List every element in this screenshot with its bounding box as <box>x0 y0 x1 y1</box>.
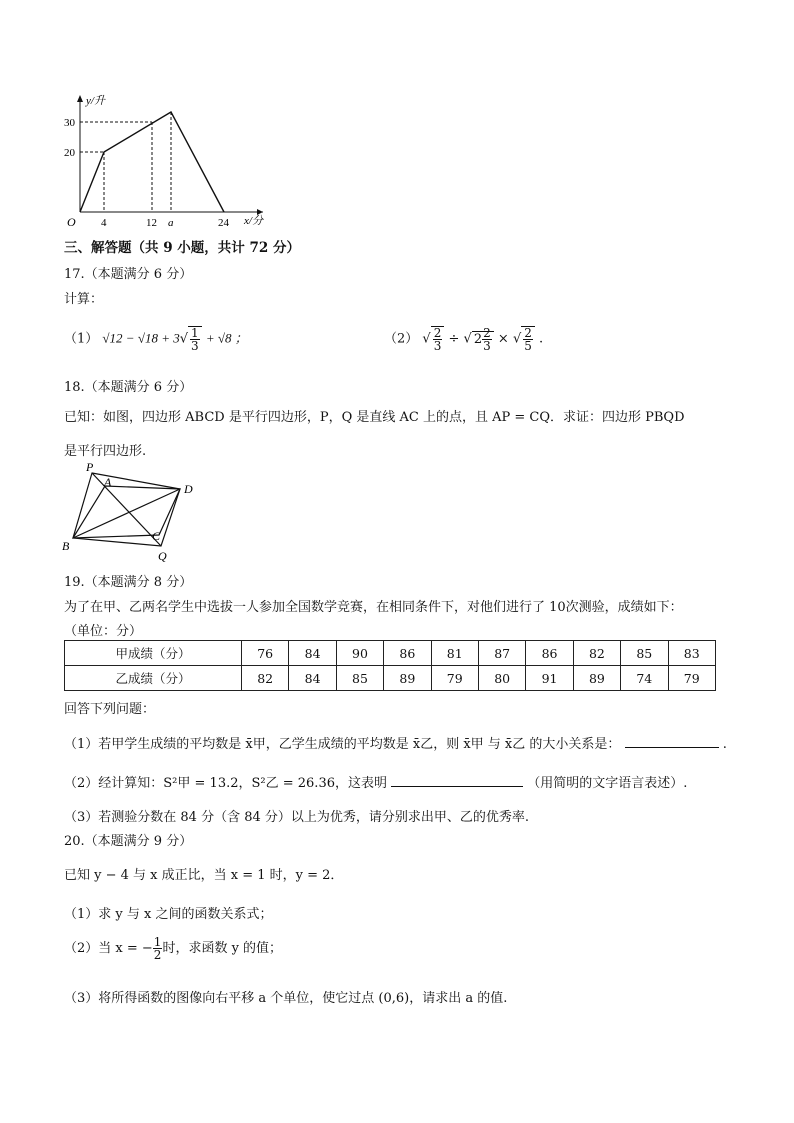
q19-prompt: 回答下列问题： <box>64 702 156 717</box>
q17-p2-end: . <box>539 331 544 347</box>
q20-part1: （1）求 y 与 x 之间的函数关系式； <box>64 907 273 922</box>
x-tick-4: 4 <box>101 217 107 229</box>
table-cell: 86 <box>526 641 573 666</box>
q19-p2-answer-blank[interactable] <box>391 774 523 787</box>
q19-p1-answer-blank[interactable] <box>625 735 719 748</box>
row-label-yi: 乙成绩（分） <box>65 666 242 691</box>
q17-part1: （1） √12 − √18 + 3√ $\frac{1}{3}$ + √8 ； <box>64 326 248 353</box>
table-cell: 79 <box>431 666 478 691</box>
q20-part2 <box>64 936 282 961</box>
q19-part3: （3）若测验分数在 84 分（含 84 分）以上为优秀，请分别求出甲、乙的优秀率. <box>64 810 530 825</box>
q17-p2-frac-c: $\frac{2}{5}$ <box>521 326 535 352</box>
table-cell: 74 <box>621 666 668 691</box>
scores-table <box>64 640 716 691</box>
q17-p2-label: （2） <box>384 331 419 347</box>
x-tick-24: 24 <box>218 217 229 229</box>
table-cell: 80 <box>478 666 525 691</box>
table-cell: 82 <box>573 641 620 666</box>
q19-p1-end: . <box>722 737 727 752</box>
label-q: Q <box>158 549 167 563</box>
q20-stem: 已知 y − 4 与 x 成正比，当 x = 1 时，y = 2． <box>64 868 344 883</box>
volume-time-graph <box>58 90 268 230</box>
q20-part3: （3）将所得函数的图像向右平移 a 个单位，使它过点 (0,6)，请求出 a 的值. <box>64 991 508 1006</box>
q19-header: 19.（本题满分 8 分） <box>64 575 193 590</box>
table-row <box>65 666 716 691</box>
q17-header: 17.（本题满分 6 分） <box>64 267 193 282</box>
q17-p2-mixed: 2 $\frac{2}{3}$ <box>472 331 494 347</box>
table-cell: 84 <box>289 641 336 666</box>
q20-header: 20.（本题满分 9 分） <box>64 834 193 849</box>
q19-unit: （单位：分） <box>64 624 143 639</box>
diagonal-bd <box>73 489 180 538</box>
table-cell: 82 <box>242 666 289 691</box>
table-cell: 89 <box>573 666 620 691</box>
table-cell: 89 <box>384 666 431 691</box>
label-b: B <box>62 539 70 553</box>
table-row <box>65 641 716 666</box>
table-cell: 84 <box>289 666 336 691</box>
q17-p1-expr-b: + √8 ； <box>205 330 248 346</box>
q20-p2-frac: $\frac{1}{2}$ <box>153 935 162 962</box>
x-axis-label: x/分 <box>244 215 263 227</box>
q19-p2-text-b: （用简明的文字语言表述）. <box>527 776 688 791</box>
parallelogram-figure <box>60 460 210 565</box>
table-cell: 87 <box>478 641 525 666</box>
q19-p1-text: （1）若甲学生成绩的平均数是 x̄甲，乙学生成绩的平均数是 x̄乙，则 x̄甲 与 x̄乙 的大小关系是： <box>64 737 621 752</box>
table-cell: 86 <box>384 641 431 666</box>
q18-line1: 已知：如图，四边形 ABCD 是平行四边形，P，Q 是直线 AC 上的点，且 AP = CQ．求证：四边形 PBQD <box>64 410 685 425</box>
table-cell: 81 <box>431 641 478 666</box>
q20-p2-text-a: （2）当 x = − <box>64 941 153 956</box>
q17-part2: （2） √ $\frac{2}{3}$ ÷ √ 2 $\frac{2}{3}$ × √ $\frac{2}{5}$ . <box>384 325 544 353</box>
table-cell: 79 <box>668 666 715 691</box>
y-axis-label: y/升 <box>86 95 105 107</box>
y-tick-30: 30 <box>64 117 75 129</box>
q17-instruction: 计算： <box>64 292 104 307</box>
q19-intro: 为了在甲、乙两名学生中选拔一人参加全国数学竞赛，在相同条件下，对他们进行了 10次测验，成绩如下： <box>64 600 683 615</box>
table-cell: 85 <box>336 666 383 691</box>
y-tick-20: 20 <box>64 147 75 159</box>
table-cell: 91 <box>526 666 573 691</box>
q18-line2: 是平行四边形. <box>64 444 147 459</box>
section3-title: 三、解答题（共 9 小题，共计 72 分） <box>64 240 300 256</box>
label-p: P <box>86 460 94 474</box>
q17-p1-label: （1） <box>64 331 99 347</box>
label-a: A <box>104 475 112 489</box>
q17-p2-mul: × <box>497 331 509 347</box>
q19-p2-text-a: （2）经计算知：S²甲 = 13.2，S²乙 = 26.36，这表明 <box>64 776 387 791</box>
q17-p2-frac-a: $\frac{2}{3}$ <box>431 326 445 352</box>
x-tick-12: 12 <box>146 217 157 229</box>
q18-header: 18.（本题满分 6 分） <box>64 380 193 395</box>
q17-p2-div: ÷ <box>448 331 460 347</box>
label-c: C <box>152 529 161 543</box>
label-d: D <box>184 482 193 496</box>
table-cell: 76 <box>242 641 289 666</box>
table-cell: 90 <box>336 641 383 666</box>
q19-part2 <box>64 772 687 791</box>
q19-part1 <box>64 733 727 752</box>
q17-p1-frac: $\frac{1}{3}$ <box>188 326 202 352</box>
table-cell: 83 <box>668 641 715 666</box>
x-tick-a: a <box>168 217 174 229</box>
origin-label: O <box>67 215 76 229</box>
q20-p2-text-b: 时，求函数 y 的值； <box>162 941 283 956</box>
q17-p1-expr-a: √12 − √18 + 3 <box>102 330 180 346</box>
row-label-jia: 甲成绩（分） <box>65 641 242 666</box>
table-cell: 85 <box>621 641 668 666</box>
y-axis-arrow <box>77 95 83 102</box>
